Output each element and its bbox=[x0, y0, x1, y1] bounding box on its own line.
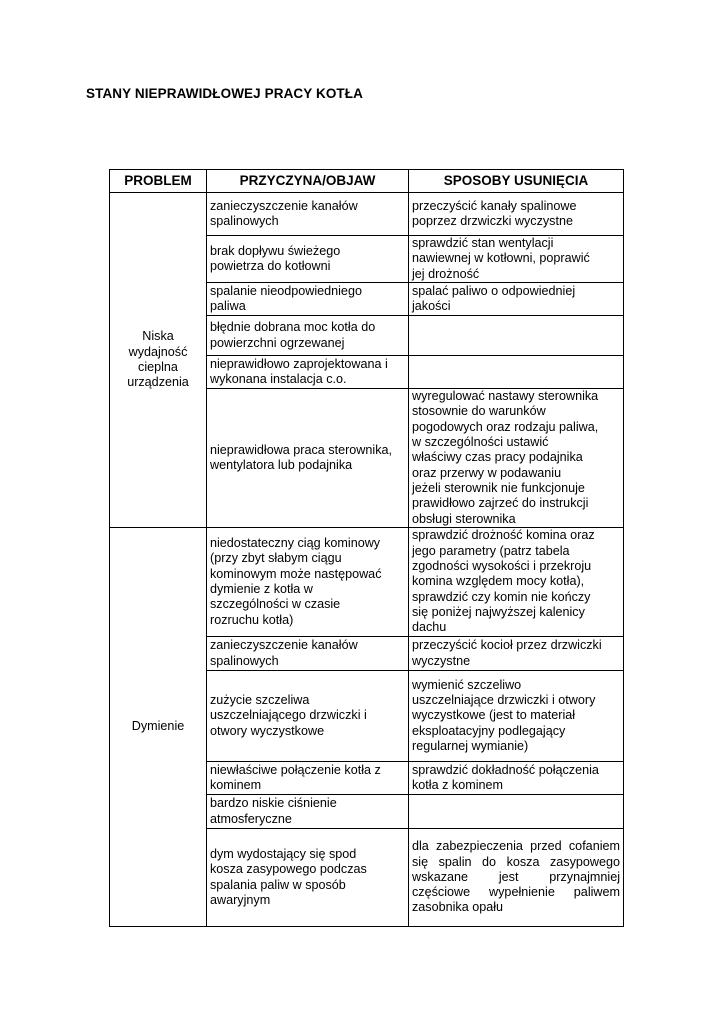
cause-text: nieprawidłowo zaprojektowana i wykonana instalacja c.o. bbox=[210, 356, 388, 386]
cause-text: niewłaściwe połączenie kotła z kominem bbox=[210, 762, 381, 792]
cause-text: niedostateczny ciąg kominowy (przy zbyt słabym ciągu kominowym może następować dymienie z kotła w szczególności w czasie rozruchu kotła) bbox=[210, 536, 382, 627]
cause-cell bbox=[207, 671, 409, 762]
malfunction-table bbox=[109, 169, 624, 927]
fix-cell bbox=[409, 283, 624, 316]
table-row bbox=[110, 528, 624, 637]
cause-text: bardzo niskie ciśnienie atmosferyczne bbox=[210, 796, 337, 826]
fix-cell bbox=[409, 236, 624, 283]
cause-text: dym wydostający się spod kosza zasypowego podczas spalania paliw w sposób awaryjnym bbox=[210, 846, 367, 907]
cause-cell bbox=[207, 528, 409, 637]
cause-text: zanieczyszczenie kanałów spalinowych bbox=[210, 198, 358, 228]
problem-label: Niska wydajność cieplna urządzenia bbox=[127, 329, 189, 390]
cause-cell bbox=[207, 316, 409, 356]
cause-text: nieprawidłowa praca sterownika, wentylatora lub podajnika bbox=[210, 442, 393, 472]
cause-cell bbox=[207, 236, 409, 283]
cause-cell bbox=[207, 795, 409, 829]
fix-text: przeczyścić kocioł przez drzwiczki wyczystne bbox=[412, 638, 602, 668]
header-fix: SPOSOBY USUNIĘCIA bbox=[409, 170, 624, 193]
cause-cell bbox=[207, 193, 409, 236]
fix-cell bbox=[409, 795, 624, 829]
cause-cell bbox=[207, 356, 409, 389]
page-title: STANY NIEPRAWIDŁOWEJ PRACY KOTŁA bbox=[86, 86, 363, 101]
cause-text: zużycie szczeliwa uszczelniającego drzwiczki i otwory wyczystkowe bbox=[210, 693, 367, 738]
fix-text: spalać paliwo o odpowiedniej jakości bbox=[412, 283, 576, 313]
fix-text: dla zabezpieczenia przed cofaniem się spalin do kosza zasypowego wskazane jest przynajmniej częściowe wypełnienie paliwem zasobnika opału bbox=[412, 839, 620, 915]
fix-cell bbox=[409, 389, 624, 528]
fix-text: wyregulować nastawy sterownika stosownie do warunków pogodowych oraz rodzaju paliwa, w szczególności ustawić właściwy czas pracy podajnika oraz przerwy w podawaniu jeżeli sterownik nie funkcjonuje prawidłowo zajrzeć do instrukcji obsługi sterownika bbox=[412, 389, 599, 526]
cause-cell bbox=[207, 762, 409, 795]
fix-text: sprawdzić dokładność połączenia kotła z kominem bbox=[412, 762, 599, 792]
problem-cell-low-efficiency bbox=[110, 193, 207, 528]
fix-cell bbox=[409, 356, 624, 389]
fix-text: wymienić szczeliwo uszczelniające drzwiczki i otwory wyczystkowe (jest to materiał eksploatacyjny podlegający regularnej wymianie) bbox=[412, 677, 596, 753]
table-header-row bbox=[110, 170, 624, 193]
cause-text: brak dopływu świeżego powietrza do kotłowni bbox=[210, 243, 341, 273]
header-problem: PROBLEM bbox=[110, 170, 207, 193]
fix-cell bbox=[409, 829, 624, 927]
cause-text: zanieczyszczenie kanałów spalinowych bbox=[210, 638, 358, 668]
fix-text: sprawdzić stan wentylacji nawiewnej w kotłowni, poprawić jej drożność bbox=[412, 236, 590, 281]
fix-text: przeczyścić kanały spalinowe poprzez drzwiczki wyczystne bbox=[412, 198, 577, 228]
problem-cell-smoking bbox=[110, 528, 207, 927]
fix-text: sprawdzić drożność komina oraz jego parametry (patrz tabela zgodności wysokości i przekroju komina względem mocy kotła), sprawdzić czy komin nie kończy się poniżej najwyższej kalenicy dachu bbox=[412, 528, 595, 635]
problem-label: Dymienie bbox=[131, 719, 185, 734]
fix-cell bbox=[409, 637, 624, 671]
fix-cell bbox=[409, 316, 624, 356]
header-cause: PRZYCZYNA/OBJAW bbox=[207, 170, 409, 193]
fix-cell bbox=[409, 671, 624, 762]
cause-cell bbox=[207, 637, 409, 671]
fix-cell bbox=[409, 528, 624, 637]
fix-cell bbox=[409, 193, 624, 236]
fix-cell bbox=[409, 762, 624, 795]
cause-cell bbox=[207, 389, 409, 528]
cause-cell bbox=[207, 829, 409, 927]
cause-cell bbox=[207, 283, 409, 316]
cause-text: błędnie dobrana moc kotła do powierzchni ogrzewanej bbox=[210, 320, 376, 350]
table-row bbox=[110, 193, 624, 236]
cause-text: spalanie nieodpowiedniego paliwa bbox=[210, 283, 362, 313]
